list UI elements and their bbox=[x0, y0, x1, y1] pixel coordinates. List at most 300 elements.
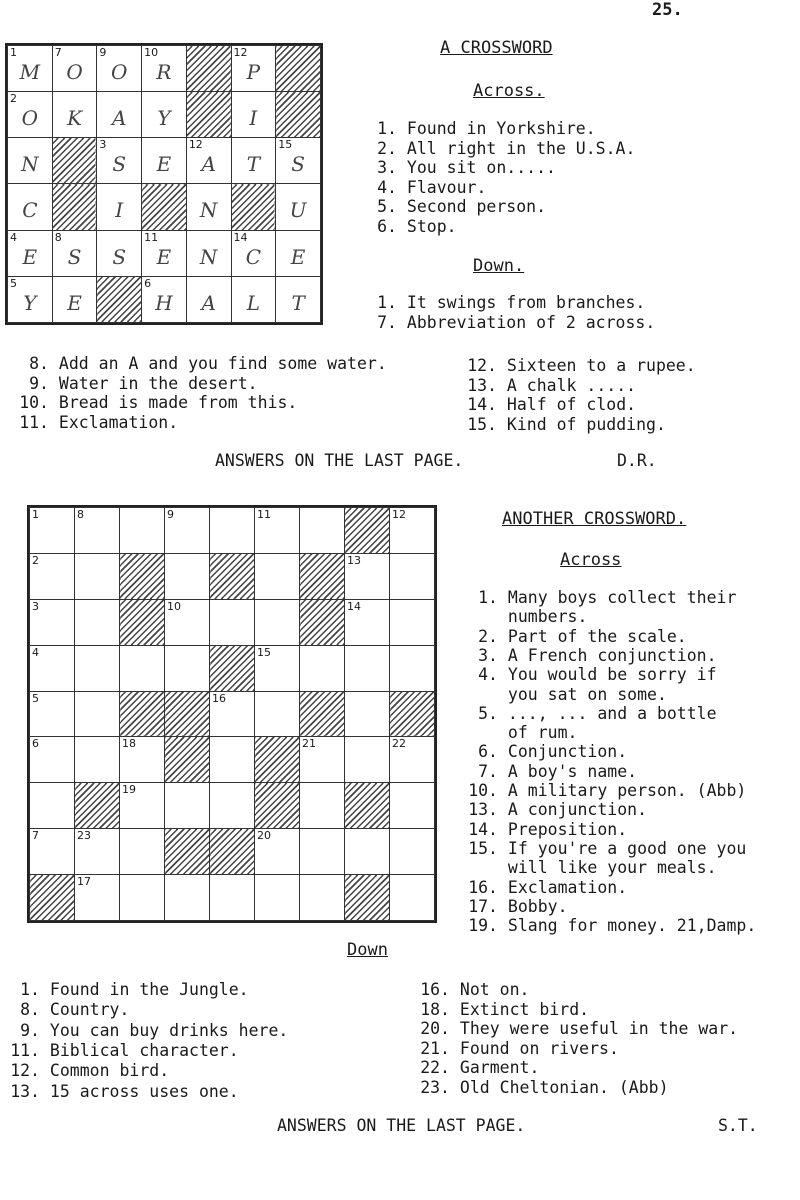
clue-text: Garment. bbox=[450, 1058, 540, 1078]
cell-number: 11 bbox=[144, 230, 159, 244]
grid-cell bbox=[276, 276, 321, 322]
grid-cell bbox=[390, 508, 435, 554]
clue-item bbox=[453, 376, 636, 395]
clue-text: Many boys collect their bbox=[498, 588, 737, 607]
grid-cell bbox=[75, 737, 120, 783]
clue-item bbox=[367, 119, 596, 138]
grid-cell bbox=[231, 230, 276, 276]
clue-item bbox=[5, 354, 387, 373]
clue-number: 11. bbox=[10, 1040, 40, 1060]
grid-cell-shaded bbox=[300, 553, 345, 599]
clue-item bbox=[367, 313, 655, 332]
clue-text: It swings from branches. bbox=[397, 293, 646, 312]
grid-cell-shaded bbox=[75, 783, 120, 829]
grid-cell bbox=[300, 829, 345, 875]
grid-cell bbox=[210, 599, 255, 645]
grid-cell bbox=[210, 737, 255, 783]
grid-cell bbox=[75, 691, 120, 737]
cell-number: 9 bbox=[99, 46, 107, 59]
grid-cell-shaded bbox=[52, 184, 97, 230]
grid-cell bbox=[120, 875, 165, 921]
cell-letter: E bbox=[156, 244, 172, 269]
clue-number: 2. bbox=[377, 138, 397, 158]
clue-text: Common bird. bbox=[40, 1061, 170, 1081]
grid-cell-shaded bbox=[30, 875, 75, 921]
clue-item bbox=[462, 742, 627, 761]
grid-cell bbox=[345, 737, 390, 783]
grid-cell bbox=[142, 92, 187, 138]
cell-letter: C bbox=[22, 198, 38, 223]
grid-cell-shaded bbox=[255, 783, 300, 829]
clue-number: 13. bbox=[467, 375, 497, 395]
clue-number: 23. bbox=[420, 1078, 450, 1097]
cell-number: 21 bbox=[302, 737, 316, 751]
cell-number: 12 bbox=[188, 138, 203, 152]
clue-number: 1. bbox=[377, 119, 397, 138]
clue-text: Water in the desert. bbox=[49, 373, 258, 393]
grid-cell bbox=[165, 645, 210, 691]
cell-number: 3 bbox=[99, 138, 107, 152]
clue-number: 15. bbox=[468, 838, 498, 858]
clue-number: 18. bbox=[420, 999, 450, 1019]
grid-cell bbox=[186, 230, 231, 276]
clue-text: Add an A and you find some water. bbox=[49, 354, 387, 373]
cell-letter: I bbox=[249, 106, 258, 131]
grid-cell bbox=[30, 737, 75, 783]
grid-cell bbox=[300, 645, 345, 691]
grid-cell bbox=[30, 553, 75, 599]
clue-number: 9. bbox=[20, 1020, 40, 1040]
clue-item bbox=[462, 820, 627, 839]
grid-cell bbox=[30, 599, 75, 645]
clue-item bbox=[405, 1000, 589, 1019]
grid-cell bbox=[186, 276, 231, 322]
clue-number: 6. bbox=[377, 216, 397, 236]
grid-cell bbox=[300, 508, 345, 554]
grid-cell bbox=[210, 691, 255, 737]
clue-item bbox=[462, 762, 637, 781]
grid-cell-shaded bbox=[255, 737, 300, 783]
cell-number: 19 bbox=[122, 783, 136, 797]
cell-letter: R bbox=[156, 60, 172, 84]
cell-number: 15 bbox=[257, 645, 271, 659]
grid-cell bbox=[120, 829, 165, 875]
grid-cell bbox=[165, 875, 210, 921]
clue-item bbox=[0, 1041, 239, 1060]
grid-cell bbox=[345, 691, 390, 737]
grid-cell bbox=[345, 599, 390, 645]
clue-item bbox=[462, 723, 577, 742]
grid-cell bbox=[300, 737, 345, 783]
clue-text: Preposition. bbox=[498, 819, 628, 839]
cell-number: 1 bbox=[10, 46, 17, 59]
crossword-1-initials: D.R. bbox=[617, 451, 657, 470]
grid-cell bbox=[97, 230, 142, 276]
grid-cell bbox=[255, 508, 300, 554]
clue-number: 13. bbox=[10, 1081, 40, 1101]
clue-item bbox=[462, 839, 746, 858]
cell-number: 4 bbox=[10, 230, 17, 244]
cell-letter: Y bbox=[23, 290, 37, 315]
grid-cell-shaded bbox=[186, 46, 231, 92]
cell-number: 10 bbox=[167, 599, 181, 613]
clue-item bbox=[5, 393, 297, 412]
cell-letter: I bbox=[115, 198, 124, 223]
clue-text: A conjunction. bbox=[498, 800, 648, 820]
clue-number: 5. bbox=[478, 703, 498, 723]
grid-cell-shaded bbox=[165, 829, 210, 875]
cell-number: 6 bbox=[144, 276, 152, 290]
cell-letter: N bbox=[199, 244, 218, 269]
clue-item bbox=[405, 1078, 669, 1097]
grid-cell-shaded bbox=[345, 875, 390, 921]
grid-cell bbox=[390, 599, 435, 645]
clue-text: Found on rivers. bbox=[450, 1038, 619, 1058]
clue-number: 8. bbox=[20, 1000, 40, 1020]
cell-letter: E bbox=[67, 290, 82, 315]
clue-number: 5. bbox=[377, 197, 397, 216]
clue-text: Abbreviation of 2 across. bbox=[397, 313, 656, 332]
cell-letter: T bbox=[291, 290, 305, 315]
clue-number: 16. bbox=[468, 877, 498, 897]
cell-number: 23 bbox=[77, 829, 91, 843]
clue-text: numbers. bbox=[498, 607, 588, 627]
grid-cell-shaded bbox=[210, 645, 255, 691]
grid-cell bbox=[276, 184, 321, 230]
cell-letter: A bbox=[201, 290, 216, 315]
clue-item bbox=[453, 395, 636, 414]
grid-cell bbox=[231, 92, 276, 138]
clue-number: 12. bbox=[10, 1061, 40, 1081]
clue-item bbox=[5, 413, 178, 432]
clue-text: You can buy drinks here. bbox=[40, 1020, 289, 1040]
clue-text: you sat on some. bbox=[498, 684, 667, 704]
crossword-2-grid bbox=[27, 505, 437, 923]
clue-item bbox=[405, 1058, 539, 1077]
clue-text: Not on. bbox=[450, 980, 530, 999]
clue-text: Second person. bbox=[397, 197, 547, 216]
grid-cell bbox=[97, 138, 142, 184]
grid-cell bbox=[52, 92, 97, 138]
grid-cell bbox=[345, 553, 390, 599]
clue-text: You sit on..... bbox=[397, 158, 556, 177]
clue-text: Bread is made from this. bbox=[49, 393, 298, 412]
clue-number: 1. bbox=[478, 588, 498, 607]
grid-cell bbox=[300, 783, 345, 829]
crossword-1-title: A CROSSWORD bbox=[440, 38, 553, 58]
grid-cell bbox=[52, 46, 97, 92]
cell-letter: O bbox=[21, 106, 39, 131]
grid-cell bbox=[52, 276, 97, 322]
clue-item bbox=[462, 878, 627, 897]
clue-number: 2. bbox=[478, 626, 498, 646]
clue-text: Half of clod. bbox=[497, 395, 637, 414]
cell-letter: H bbox=[155, 290, 173, 315]
grid-cell bbox=[30, 829, 75, 875]
grid-cell-shaded bbox=[210, 553, 255, 599]
grid-cell bbox=[390, 645, 435, 691]
grid-cell bbox=[142, 276, 187, 322]
cell-letter: Y bbox=[157, 106, 171, 131]
clue-text: You would be sorry if bbox=[498, 665, 717, 685]
grid-cell-shaded bbox=[120, 691, 165, 737]
cell-number: 5 bbox=[32, 691, 39, 705]
clue-text: 15 across uses one. bbox=[40, 1081, 239, 1101]
clue-text: will like your meals. bbox=[498, 858, 717, 878]
clue-text: A chalk ..... bbox=[497, 375, 637, 395]
clue-number: 12. bbox=[467, 356, 497, 375]
clue-item bbox=[462, 685, 667, 704]
grid-cell bbox=[75, 875, 120, 921]
cell-number: 22 bbox=[392, 737, 406, 751]
grid-cell bbox=[30, 508, 75, 554]
clue-text: Old Cheltonian. (Abb) bbox=[450, 1078, 669, 1097]
cell-number: 18 bbox=[122, 737, 136, 751]
grid-cell bbox=[165, 508, 210, 554]
grid-cell-shaded bbox=[165, 737, 210, 783]
cell-number: 14 bbox=[233, 230, 248, 244]
grid-cell bbox=[165, 783, 210, 829]
grid-cell bbox=[142, 138, 187, 184]
grid-cell bbox=[231, 138, 276, 184]
clue-number: 8. bbox=[29, 354, 49, 373]
cell-letter: K bbox=[67, 106, 83, 131]
crossword-1-grid bbox=[5, 43, 323, 325]
cell-number: 2 bbox=[10, 92, 17, 106]
cell-letter: O bbox=[111, 60, 128, 84]
grid-cell-shaded bbox=[97, 276, 142, 322]
grid-cell bbox=[210, 875, 255, 921]
clue-item bbox=[462, 704, 717, 723]
clue-item bbox=[405, 1039, 619, 1058]
grid-cell bbox=[345, 829, 390, 875]
cell-letter: S bbox=[112, 152, 127, 177]
grid-cell bbox=[300, 875, 345, 921]
clue-text: A French conjunction. bbox=[498, 645, 717, 665]
cell-letter: A bbox=[201, 152, 216, 177]
grid-cell-shaded bbox=[210, 829, 255, 875]
grid-cell bbox=[142, 230, 187, 276]
cell-number: 10 bbox=[144, 46, 159, 59]
cell-number: 12 bbox=[233, 46, 248, 59]
grid-cell bbox=[52, 230, 97, 276]
clue-item bbox=[462, 665, 717, 684]
grid-cell bbox=[231, 276, 276, 322]
cell-letter: E bbox=[156, 152, 172, 177]
clue-number: 10. bbox=[19, 393, 49, 412]
cell-number: 16 bbox=[212, 691, 226, 705]
grid-cell bbox=[75, 508, 120, 554]
cell-letter: E bbox=[22, 244, 38, 269]
grid-cell bbox=[255, 691, 300, 737]
grid-cell bbox=[255, 645, 300, 691]
grid-cell bbox=[97, 92, 142, 138]
clue-number: 4. bbox=[478, 665, 498, 685]
grid-cell bbox=[255, 829, 300, 875]
crossword-2-title: ANOTHER CROSSWORD. bbox=[502, 509, 687, 529]
cell-letter: M bbox=[19, 60, 41, 84]
clue-text: Sixteen to a rupee. bbox=[497, 356, 696, 375]
clue-text: Flavour. bbox=[397, 177, 487, 197]
grid-cell bbox=[345, 645, 390, 691]
clue-text: A boy's name. bbox=[498, 761, 638, 781]
clue-item bbox=[367, 178, 486, 197]
grid-cell bbox=[120, 645, 165, 691]
grid-cell bbox=[390, 875, 435, 921]
clue-number: 17. bbox=[468, 896, 498, 916]
clue-item bbox=[405, 1019, 738, 1038]
grid-cell bbox=[97, 46, 142, 92]
grid-cell bbox=[75, 829, 120, 875]
cell-number: 12 bbox=[392, 508, 406, 521]
cell-number: 15 bbox=[278, 138, 293, 152]
grid-cell bbox=[120, 737, 165, 783]
cell-number: 7 bbox=[32, 829, 39, 843]
clue-text: Biblical character. bbox=[40, 1040, 239, 1060]
clue-number: 15. bbox=[467, 414, 497, 434]
clue-text: Exclamation. bbox=[49, 412, 179, 432]
clue-item bbox=[405, 980, 529, 999]
crossword-2-initials: S.T. bbox=[718, 1116, 758, 1135]
crossword-2-down-heading: Down bbox=[347, 940, 388, 960]
clue-text: ..., ... and a bottle bbox=[498, 703, 717, 723]
clue-number: 11. bbox=[19, 412, 49, 432]
clue-item bbox=[453, 356, 696, 375]
clue-text: If you're a good one you bbox=[498, 838, 747, 858]
clue-item bbox=[462, 800, 647, 819]
cell-letter: P bbox=[246, 60, 261, 84]
clue-item bbox=[0, 1061, 169, 1080]
grid-cell bbox=[231, 46, 276, 92]
clue-text: Bobby. bbox=[498, 896, 568, 916]
cell-number: 4 bbox=[32, 645, 39, 659]
cell-letter: A bbox=[112, 106, 127, 131]
cell-number: 6 bbox=[32, 737, 39, 751]
grid-cell bbox=[75, 553, 120, 599]
cell-letter: T bbox=[246, 152, 261, 177]
clue-item bbox=[462, 897, 568, 916]
cell-number: 5 bbox=[10, 276, 17, 290]
grid-cell bbox=[8, 230, 53, 276]
clue-text: Slang for money. 21,Damp. bbox=[498, 916, 757, 936]
grid-cell bbox=[30, 691, 75, 737]
clue-number: 13. bbox=[468, 800, 498, 820]
clue-number: 4. bbox=[377, 177, 397, 197]
grid-cell bbox=[30, 645, 75, 691]
grid-cell bbox=[390, 553, 435, 599]
grid-cell-shaded bbox=[120, 599, 165, 645]
clue-item bbox=[367, 293, 645, 312]
grid-cell bbox=[210, 508, 255, 554]
grid-cell bbox=[276, 138, 321, 184]
clue-item bbox=[453, 415, 666, 434]
clue-number: 14. bbox=[467, 395, 497, 414]
grid-cell bbox=[276, 230, 321, 276]
clue-item bbox=[462, 607, 587, 626]
grid-cell-shaded bbox=[276, 92, 321, 138]
grid-cell bbox=[97, 184, 142, 230]
clue-item bbox=[0, 980, 249, 999]
crossword-2-footer: ANSWERS ON THE LAST PAGE. bbox=[277, 1116, 526, 1135]
grid-cell bbox=[165, 553, 210, 599]
cell-letter: N bbox=[21, 152, 39, 177]
clue-item bbox=[0, 1082, 239, 1101]
cell-letter: C bbox=[245, 244, 262, 269]
clue-item bbox=[367, 158, 556, 177]
crossword-2-across-heading: Across bbox=[560, 550, 622, 570]
cell-number: 3 bbox=[32, 599, 39, 613]
grid-cell bbox=[8, 184, 53, 230]
clue-item bbox=[367, 217, 457, 236]
clue-number: 9. bbox=[29, 373, 49, 393]
grid-cell bbox=[186, 184, 231, 230]
clue-text: Found in the Jungle. bbox=[40, 980, 249, 999]
cell-letter: S bbox=[67, 244, 82, 269]
clue-number: 6. bbox=[478, 742, 498, 762]
grid-cell bbox=[30, 783, 75, 829]
grid-cell bbox=[255, 599, 300, 645]
cell-number: 14 bbox=[347, 599, 361, 613]
grid-cell-shaded bbox=[165, 691, 210, 737]
clue-text: Kind of pudding. bbox=[497, 414, 666, 434]
clue-text: Country. bbox=[40, 1000, 130, 1020]
clue-item bbox=[462, 627, 687, 646]
grid-cell-shaded bbox=[231, 184, 276, 230]
clue-number: 1. bbox=[20, 980, 40, 999]
crossword-1-across-heading: Across. bbox=[473, 81, 545, 101]
clue-item bbox=[462, 781, 746, 800]
grid-cell-shaded bbox=[300, 599, 345, 645]
cell-letter: U bbox=[289, 198, 307, 223]
clue-text: A military person. (Abb) bbox=[498, 781, 747, 800]
grid-cell bbox=[142, 46, 187, 92]
grid-cell-shaded bbox=[345, 783, 390, 829]
cell-letter: O bbox=[66, 60, 83, 84]
crossword-1-down-heading: Down. bbox=[473, 256, 525, 276]
cell-number: 8 bbox=[54, 230, 62, 244]
grid-cell bbox=[390, 737, 435, 783]
cell-letter: S bbox=[112, 244, 127, 269]
clue-number: 3. bbox=[377, 158, 397, 177]
clue-number: 10. bbox=[468, 781, 498, 800]
clue-item bbox=[462, 916, 756, 935]
clue-text: All right in the U.S.A. bbox=[397, 138, 636, 158]
grid-cell-shaded bbox=[186, 92, 231, 138]
grid-cell bbox=[186, 138, 231, 184]
clue-number: 21. bbox=[420, 1038, 450, 1058]
grid-cell bbox=[8, 92, 53, 138]
grid-cell bbox=[8, 276, 53, 322]
clue-text: Extinct bird. bbox=[450, 999, 590, 1019]
grid-cell bbox=[120, 783, 165, 829]
clue-text: Exclamation. bbox=[498, 877, 628, 897]
clue-item bbox=[5, 374, 258, 393]
clue-text: Found in Yorkshire. bbox=[397, 119, 596, 138]
clue-number: 7. bbox=[478, 761, 498, 781]
cell-number: 11 bbox=[257, 508, 271, 521]
page-number: 25. bbox=[652, 0, 683, 20]
crossword-1-footer: ANSWERS ON THE LAST PAGE. bbox=[215, 451, 464, 470]
clue-item bbox=[0, 1021, 288, 1040]
cell-number: 2 bbox=[32, 553, 39, 567]
cell-number: 9 bbox=[167, 508, 174, 521]
grid-cell bbox=[75, 645, 120, 691]
grid-cell bbox=[8, 46, 53, 92]
clue-number: 3. bbox=[478, 645, 498, 665]
clue-number: 14. bbox=[468, 819, 498, 839]
clue-item bbox=[367, 139, 635, 158]
grid-cell bbox=[255, 553, 300, 599]
